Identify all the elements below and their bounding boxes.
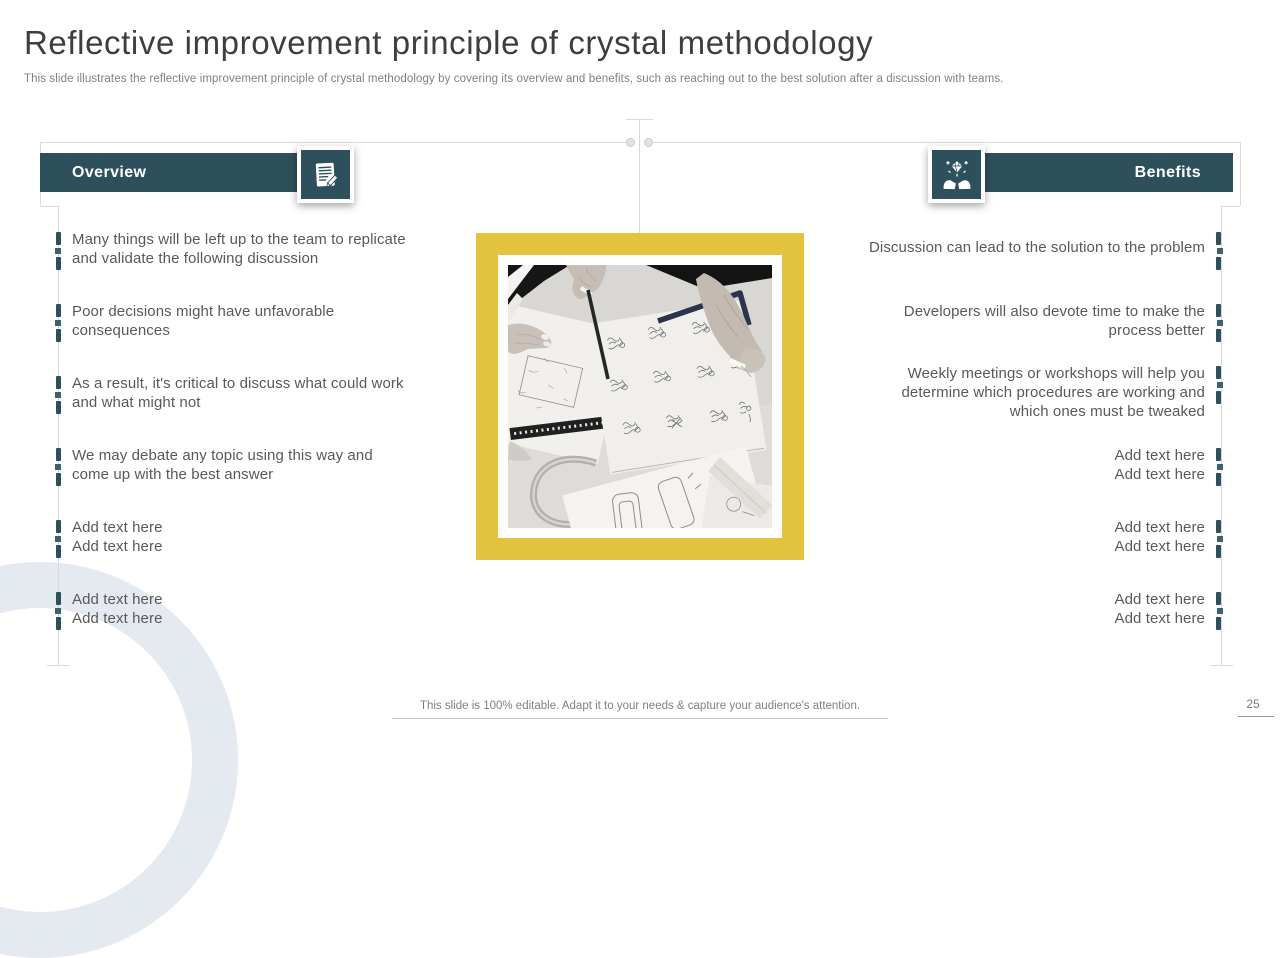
benefits-heading: Benefits [1135, 164, 1201, 181]
bullet-placeholder-text: Add text here [833, 590, 1205, 609]
page-number-underline [1238, 716, 1274, 717]
bullet-text: consequences [72, 321, 444, 340]
bullet-marker-icon [1216, 590, 1221, 630]
bullet-placeholder-text: Add text here [833, 465, 1205, 484]
connector-line [40, 142, 626, 143]
benefits-bullet-row [833, 302, 1221, 342]
bullet-marker-icon [1216, 518, 1221, 558]
benefits-icon-box [928, 146, 985, 203]
bullet-placeholder-text: Add text here [833, 537, 1205, 556]
overview-bullet-row [56, 302, 444, 342]
connector-line [1221, 206, 1240, 207]
page-title: Reflective improvement principle of crystal methodology [24, 24, 1124, 62]
connector-line [47, 665, 70, 666]
overview-bullet-row [56, 446, 444, 486]
bullet-placeholder-text: Add text here [72, 590, 444, 609]
page-subtitle: This slide illustrates the reflective improvement principle of crystal methodology by covering its overview and benefits, such as reaching out to the best solution after a discussion with teams. [24, 73, 1264, 85]
benefits-bullet-row [833, 446, 1221, 486]
bullet-text: As a result, it's critical to discuss what could work [72, 374, 444, 393]
bullet-marker-icon [56, 374, 61, 414]
bullet-text: Poor decisions might have unfavorable [72, 302, 444, 321]
connector-node [644, 138, 653, 147]
bullet-placeholder-text: Add text here [72, 609, 444, 628]
bullet-text: Discussion can lead to the solution to the problem [833, 238, 1205, 257]
connector-line [1210, 665, 1233, 666]
bullet-marker-icon [1216, 446, 1221, 486]
bullet-text: Many things will be left up to the team to replicate [72, 230, 444, 249]
benefits-bullet-row [833, 590, 1221, 630]
bullet-marker-icon [56, 230, 61, 270]
bullet-marker-icon [56, 302, 61, 342]
overview-banner [40, 153, 298, 192]
bullet-placeholder-text: Add text here [72, 537, 444, 556]
bullet-marker-icon [56, 518, 61, 558]
bullet-marker-icon [1216, 230, 1221, 270]
bullet-placeholder-text: Add text here [72, 518, 444, 537]
hands-sketches-photo [508, 265, 772, 528]
overview-heading: Overview [72, 164, 146, 181]
bullet-placeholder-text: Add text here [833, 609, 1205, 628]
benefits-banner [985, 153, 1233, 192]
bullet-marker-icon [56, 446, 61, 486]
hands-holding-diamond-icon [940, 158, 974, 192]
bullet-text: which ones must be tweaked [833, 402, 1205, 421]
overview-bullet-row [56, 518, 444, 558]
connector-line [639, 119, 640, 235]
photo-frame [476, 233, 804, 560]
page-number: 25 [1232, 697, 1274, 711]
bullet-marker-icon [1216, 302, 1221, 342]
connector-line [654, 142, 1240, 143]
benefits-bullet-row [833, 364, 1221, 421]
photo-frame-inner [498, 255, 782, 538]
connector-node [626, 138, 635, 147]
overview-icon-box [297, 146, 354, 203]
bullet-marker-icon [56, 590, 61, 630]
bullet-text: and what might not [72, 393, 444, 412]
overview-bullet-row [56, 230, 444, 270]
bullet-marker-icon [1216, 364, 1221, 421]
bullet-text: Weekly meetings or workshops will help you [833, 364, 1205, 383]
bullet-text: come up with the best answer [72, 465, 444, 484]
footer-note: This slide is 100% editable. Adapt it to your needs & capture your audience's attention. [0, 700, 1280, 712]
bullet-text: determine which procedures are working and [833, 383, 1205, 402]
bullet-text: We may debate any topic using this way and [72, 446, 444, 465]
bullet-placeholder-text: Add text here [833, 518, 1205, 537]
connector-line [1221, 206, 1222, 665]
bullet-placeholder-text: Add text here [833, 446, 1205, 465]
connector-line [1240, 142, 1241, 206]
connector-line [40, 206, 59, 207]
document-pencil-icon [309, 158, 343, 192]
overview-bullet-row [56, 374, 444, 414]
connector-line [626, 119, 653, 120]
benefits-bullet-row [833, 230, 1221, 270]
benefits-bullet-row [833, 518, 1221, 558]
overview-bullet-row [56, 590, 444, 630]
bullet-text: process better [833, 321, 1205, 340]
bullet-text: Developers will also devote time to make the [833, 302, 1205, 321]
footer-underline [392, 718, 888, 719]
bullet-text: and validate the following discussion [72, 249, 444, 268]
